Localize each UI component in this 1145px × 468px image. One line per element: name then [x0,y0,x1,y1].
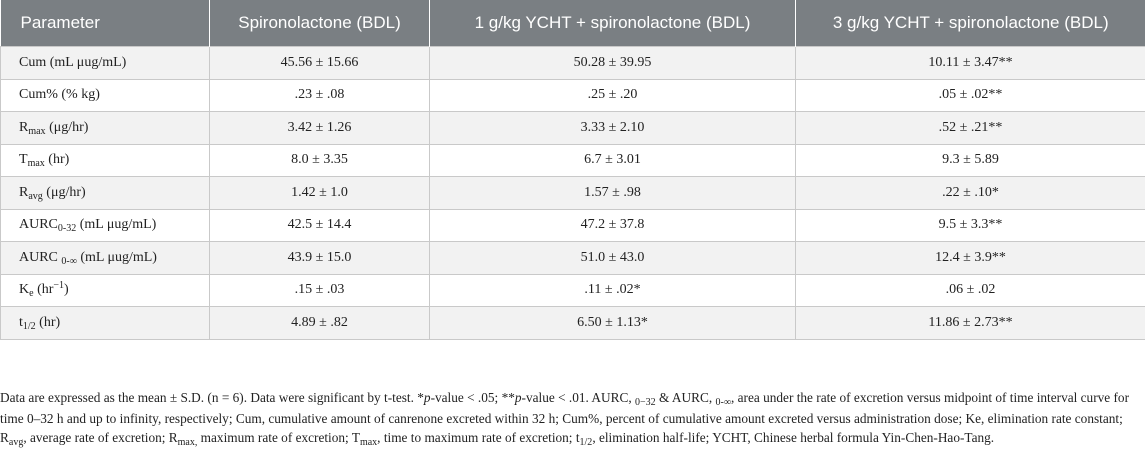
spironolactone-value: 43.9 ± 15.0 [210,242,430,275]
spironolactone-value: 8.0 ± 3.35 [210,144,430,177]
parameter-sub: avg [28,190,43,202]
spironolactone-value: .23 ± .08 [210,79,430,112]
parameter-sub: max [28,125,46,137]
table-row [1,112,1145,145]
parameter-cell [1,177,210,210]
header-3g-ycht: 3 g/kg YCHT + spironolactone (BDL) [796,0,1145,47]
header-spironolactone: Spironolactone (BDL) [210,0,430,47]
ycht-1g-value: .25 ± .20 [430,79,796,112]
parameter-cell [1,144,210,177]
ycht-1g-value: 47.2 ± 37.8 [430,209,796,242]
parameter-main: R [19,184,29,200]
ycht-1g-value: 51.0 ± 43.0 [430,242,796,275]
parameter-main: Cum% (% kg) [19,87,100,103]
table-row [1,209,1145,242]
table-body [1,47,1145,340]
ycht-1g-value: .11 ± .02* [430,274,796,307]
parameter-sub: e [29,288,34,300]
ycht-1g-value: 3.33 ± 2.10 [430,112,796,145]
parameter-main: AURC [19,249,62,265]
parameter-rest: (hr) [44,152,70,168]
ycht-1g-value: 6.7 ± 3.01 [430,144,796,177]
table-row [1,79,1145,112]
parameter-main: t [19,314,23,330]
table-row [1,274,1145,307]
table-row [1,177,1145,210]
ycht-1g-value: 6.50 ± 1.13* [430,307,796,340]
ycht-3g-value: 10.11 ± 3.47** [796,47,1145,80]
parameter-sub: max [27,158,45,170]
ycht-3g-value: 9.5 ± 3.3** [796,209,1145,242]
parameter-rest: (mL μug/mL) [76,249,157,265]
ycht-3g-value: 9.3 ± 5.89 [796,144,1145,177]
header-1g-ycht: 1 g/kg YCHT + spironolactone (BDL) [430,0,796,47]
header-parameter: Parameter [1,0,210,47]
spironolactone-value: 4.89 ± .82 [210,307,430,340]
ycht-3g-value: 12.4 ± 3.9** [796,242,1145,275]
spironolactone-value: 42.5 ± 14.4 [210,209,430,242]
spironolactone-value: 1.42 ± 1.0 [210,177,430,210]
parameter-rest: (mL μug/mL) [76,217,157,233]
parameter-cell [1,242,210,275]
ycht-1g-value: 1.57 ± .98 [430,177,796,210]
parameter-rest: (μg/hr) [42,184,86,200]
table-row [1,47,1145,80]
ycht-3g-value: .22 ± .10* [796,177,1145,210]
parameter-cell [1,209,210,242]
parameter-cell [1,47,210,80]
ycht-3g-value: .06 ± .02 [796,274,1145,307]
spironolactone-value: 45.56 ± 15.66 [210,47,430,80]
parameter-tail: ) [64,282,69,298]
parameter-rest: (hr) [35,314,61,330]
ycht-3g-value: 11.86 ± 2.73** [796,307,1145,340]
parameter-sub: 1/2 [22,320,36,332]
parameter-main: Cum (mL μug/mL) [19,54,127,70]
ycht-3g-value: .05 ± .02** [796,79,1145,112]
spironolactone-value: 3.42 ± 1.26 [210,112,430,145]
table-row [1,144,1145,177]
parameter-main: AURC [19,217,58,233]
parameter-sup: −1 [53,280,65,292]
parameter-rest: (hr [33,282,54,298]
parameter-main: R [19,119,29,135]
parameter-sub: 0-∞ [61,255,77,267]
table-row [1,307,1145,340]
parameter-rest: (μg/hr) [45,119,89,135]
parameter-cell [1,112,210,145]
ycht-1g-value: 50.28 ± 39.95 [430,47,796,80]
table-footnote: Data are expressed as the mean ± S.D. (n = 6). Data were significant by t-test. *p-value < .05; **p-value < .01. AURC, $_{0-32}$ & AURC, $_{0-\infty}$, area under the rate of excretion versus midpoint of time interval curve for time 0–32 h and up to infinity, respectively; Cum, cumulative amount of canrenone excreted within 32 h; Cum%, percent of cumulative amount excreted versus administration dose; Ke, elimination rate constant; $R_{avg}$, average rate of excretion; $R_{max,}$ maximum rate of excretion; $T_{max}$, time to maximum rate of excretion; $t_{1/2}$, elimination half-life; YCHT, Chinese herbal formula Yin-Chen-Hao-Tang. [0,390,1130,448]
spironolactone-value: .15 ± .03 [210,274,430,307]
table-header-row [1,0,1145,47]
parameter-main: T [19,152,28,168]
parameter-sub: 0-32 [57,223,77,235]
parameter-main: K [19,282,30,298]
parameter-cell [1,274,210,307]
table-row [1,242,1145,275]
ycht-3g-value: .52 ± .21** [796,112,1145,145]
parameter-cell [1,79,210,112]
parameter-cell [1,307,210,340]
